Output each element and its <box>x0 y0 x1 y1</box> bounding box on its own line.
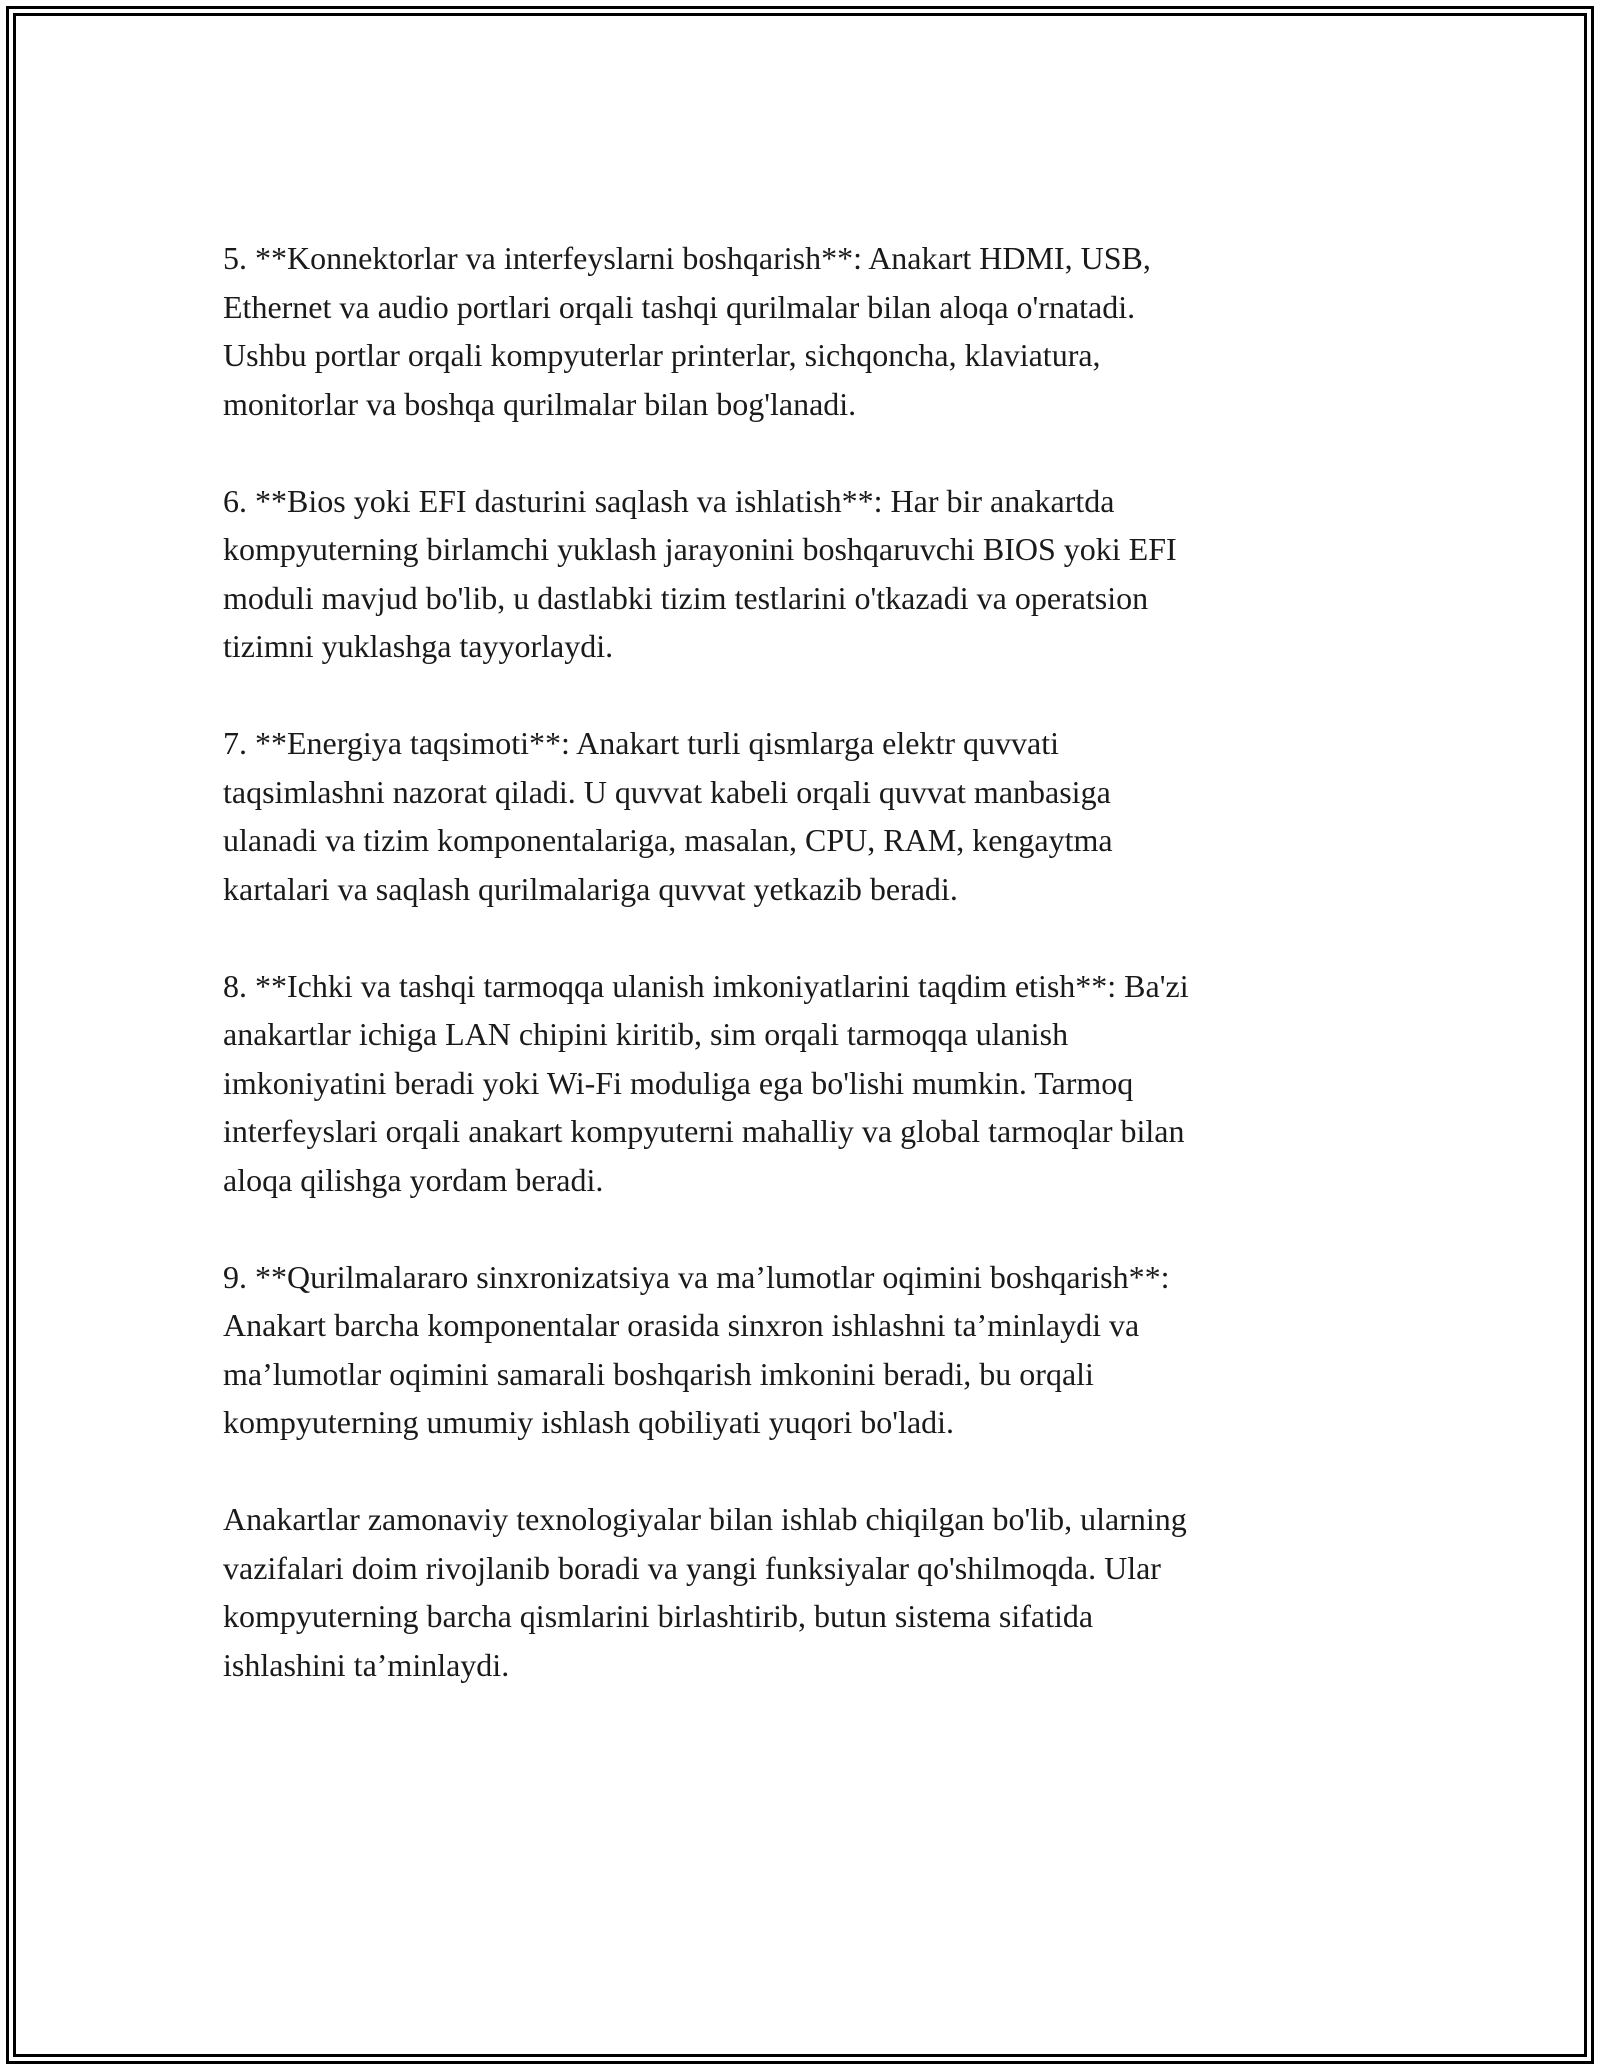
text-line: 5. **Konnektorlar va interfeyslarni boshqarish**: Anakart HDMI, USB, <box>223 240 1151 276</box>
text-line: kartalari va saqlash qurilmalariga quvvat yetkazib beradi. <box>223 870 958 907</box>
text-line: 9. **Qurilmalararo sinxronizatsiya va ma’lumotlar oqimini boshqarish**: <box>223 1258 1170 1295</box>
text-line: Ethernet va audio portlari orqali tashqi qurilmalar bilan aloqa o'rnatadi. <box>223 288 1136 325</box>
text-line: 7. **Energiya taqsimoti**: Anakart turli qismlarga elektr quvvati <box>223 725 1059 761</box>
text-line: 6. **Bios yoki EFI dasturini saqlash va ishlatish**: Har bir anakartda <box>223 482 1115 519</box>
text-line: ishlashini ta’minlaydi. <box>223 1646 510 1683</box>
text-line: imkoniyatini beradi yoki Wi-Fi moduliga ega bo'lishi mumkin. Tarmoq <box>223 1064 1134 1101</box>
text-line: anakartlar ichiga LAN chipini kiritib, sim orqali tarmoqqa ulanish <box>223 1016 1069 1052</box>
text-line: moduli mavjud bo'lib, u dastlabki tizim testlarini o'tkazadi va operatsion <box>223 579 1149 616</box>
text-line: tizimni yuklashga tayyorlaydi. <box>223 628 614 664</box>
text-line: aloqa qilishga yordam beradi. <box>223 1161 604 1198</box>
paragraph-bios-efi <box>223 477 1363 671</box>
text-line: ma’lumotlar oqimini samarali boshqarish imkonini beradi, bu orqali <box>223 1355 1094 1392</box>
paragraph-synchronization <box>223 1253 1363 1447</box>
document-body <box>223 234 1363 1689</box>
text-line: vazifalari doim rivojlanib boradi va yangi funksiyalar qo'shilmoqda. Ular <box>223 1549 1161 1586</box>
text-line: kompyuterning umumiy ishlash qobiliyati yuqori bo'ladi. <box>223 1404 955 1440</box>
text-line: kompyuterning barcha qismlarini birlashtirib, butun sistema sifatida <box>223 1598 1094 1634</box>
text-line: Anakart barcha komponentalar orasida sinxron ishlashni ta’minlaydi va <box>223 1307 1140 1343</box>
text-line: taqsimlashni nazorat qiladi. U quvvat kabeli orqali quvvat manbasiga <box>223 773 1111 810</box>
paragraph-power-distribution <box>223 719 1363 913</box>
text-line: kompyuterning birlamchi yuklash jarayonini boshqaruvchi BIOS yoki EFI <box>223 531 1177 567</box>
text-line: 8. **Ichki va tashqi tarmoqqa ulanish imkoniyatlarini taqdim etish**: Ba'zi <box>223 967 1189 1004</box>
text-line: monitorlar va boshqa qurilmalar bilan bog'lanadi. <box>223 385 857 422</box>
paragraph-networking <box>223 962 1363 1205</box>
paragraph-conclusion <box>223 1495 1363 1689</box>
text-line: interfeyslari orqali anakart kompyuterni mahalliy va global tarmoqlar bilan <box>223 1113 1185 1149</box>
text-line: ulanadi va tizim komponentalariga, masalan, CPU, RAM, kengaytma <box>223 822 1113 858</box>
paragraph-connectors <box>223 234 1363 428</box>
text-line: Ushbu portlar orqali kompyuterlar printerlar, sichqoncha, klaviatura, <box>223 337 1101 373</box>
text-line: Anakartlar zamonaviy texnologiyalar bilan ishlab chiqilgan bo'lib, ularning <box>223 1501 1187 1537</box>
